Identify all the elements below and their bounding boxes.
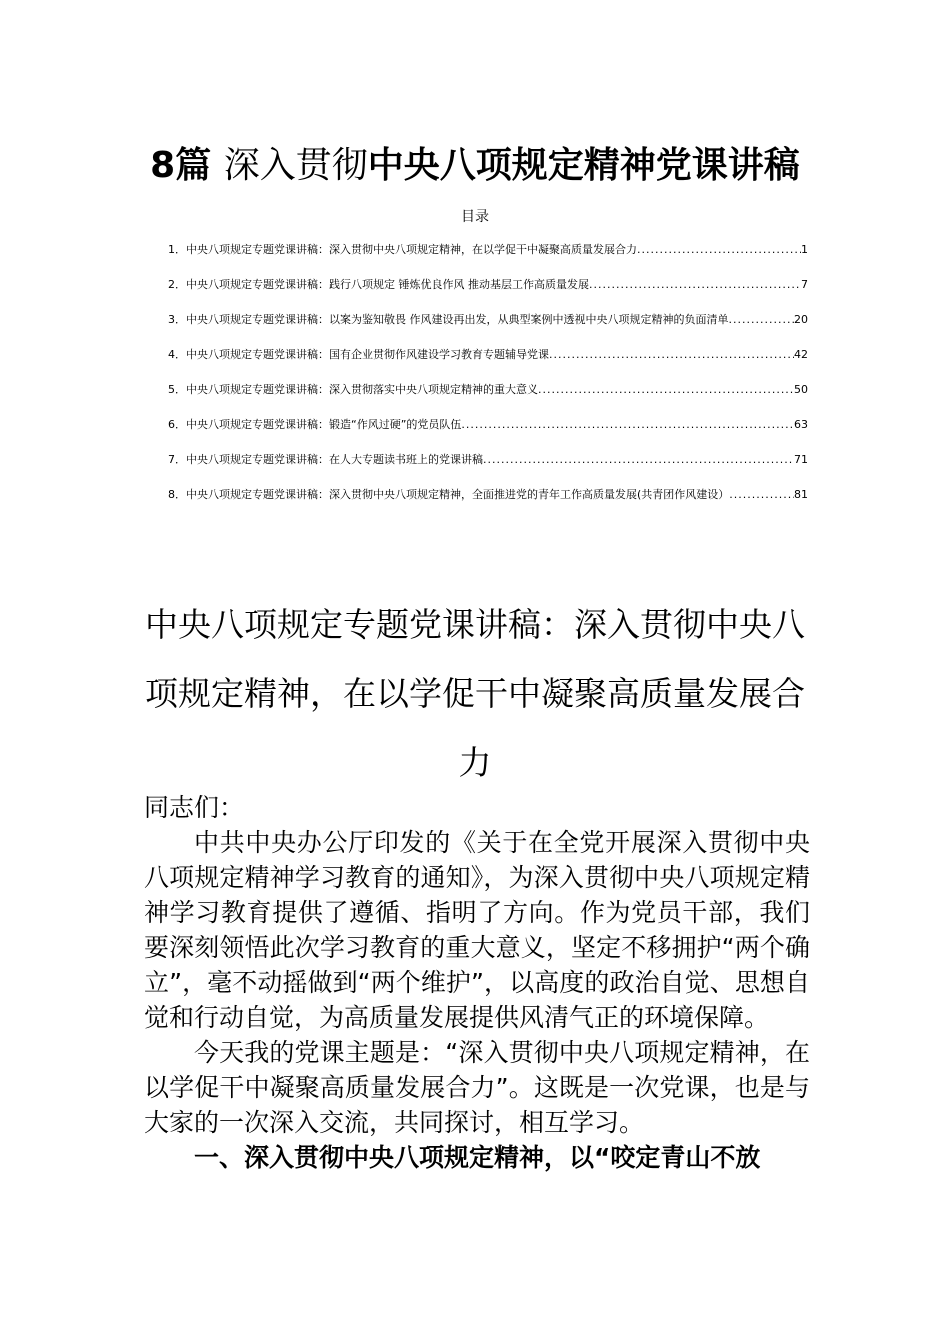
toc-page-number: 81 <box>794 488 808 501</box>
toc-entry-text: 6．中央八项规定专题党课讲稿：锻造“作风过硬”的党员队伍 <box>168 418 462 431</box>
title-prefix: 深入贯彻 <box>223 145 368 186</box>
toc-entry-text: 5．中央八项规定专题党课讲稿：深入贯彻落实中央八项规定精神的重大意义 <box>168 383 538 396</box>
section-heading: 中央八项规定专题党课讲稿：深入贯彻中央八项规定精神，在以学促干中凝聚高质量发展合力 <box>145 605 805 782</box>
toc-entry-6[interactable] <box>168 415 808 450</box>
toc-entry-text: 7．中央八项规定专题党课讲稿：在人大专题读书班上的党课讲稿 <box>168 453 483 466</box>
toc-entry-text: 3．中央八项规定专题党课讲稿：以案为鉴知敬畏 作风建设再出发，从典型案例中透视中央八项规定精神的负面清单 <box>168 313 729 326</box>
toc-page-number: 7 <box>801 278 808 291</box>
toc-entry-5[interactable] <box>168 380 808 415</box>
toc-leader-dots <box>729 310 795 330</box>
toc-page-number: 42 <box>794 348 808 361</box>
table-of-contents <box>168 240 808 520</box>
toc-leader-dots <box>483 450 794 470</box>
toc-entry-text: 8．中央八项规定专题党课讲稿：深入贯彻中央八项规定精神，全面推进党的青年工作高质量发展(共青团作风建设） <box>168 488 730 501</box>
document-title <box>0 140 950 192</box>
toc-entry-text: 1．中央八项规定专题党课讲稿：深入贯彻中央八项规定精神，在以学促干中凝聚高质量发展合力 <box>168 243 637 256</box>
toc-entry-8[interactable] <box>168 485 808 520</box>
salutation: 同志们： <box>144 793 245 822</box>
toc-page-number: 1 <box>801 243 808 256</box>
toc-entry-text: 4．中央八项规定专题党课讲稿：国有企业贯彻作风建设学习教育专题辅导党课 <box>168 348 549 361</box>
toc-leader-dots <box>589 275 801 295</box>
toc-page-number: 50 <box>794 383 808 396</box>
body-text <box>144 790 810 1175</box>
toc-page-number: 20 <box>794 313 808 326</box>
toc-page-number: 63 <box>794 418 808 431</box>
toc-leader-dots <box>637 240 801 260</box>
subheading-1: 一、深入贯彻中央八项规定精神，以“咬定青山不放 <box>194 1143 761 1172</box>
toc-leader-dots <box>549 345 794 365</box>
toc-heading: 目录 <box>461 209 489 225</box>
toc-page-number: 71 <box>794 453 808 466</box>
paragraph-2: 今天我的党课主题是：“深入贯彻中央八项规定精神，在以学促干中凝聚高质量发展合力”。这既是一次党课，也是与大家的一次深入交流，共同探讨，相互学习。 <box>144 1038 810 1137</box>
toc-entry-4[interactable] <box>168 345 808 380</box>
toc-entry-3[interactable] <box>168 310 808 345</box>
title-count: 8篇 <box>150 145 212 186</box>
toc-entry-text: 2．中央八项规定专题党课讲稿：践行八项规定 锤炼优良作风 推动基层工作高质量发展 <box>168 278 589 291</box>
toc-entry-2[interactable] <box>168 275 808 310</box>
toc-leader-dots <box>461 415 794 435</box>
toc-entry-1[interactable] <box>168 240 808 275</box>
toc-leader-dots <box>729 485 794 505</box>
toc-entry-7[interactable] <box>168 450 808 485</box>
toc-leader-dots <box>538 380 794 400</box>
paragraph-1: 中共中央办公厅印发的《关于在全党开展深入贯彻中央八项规定精神学习教育的通知》，为深入贯彻中央八项规定精神学习教育提供了遵循、指明了方向。作为党员干部，我们要深刻领悟此次学习教育的重大意义，坚定不移拥护“两个确立”，毫不动摇做到“两个维护”，以高度的政治自觉、思想自觉和行动自觉，为高质量发展提供风清气正的环境保障。 <box>144 828 810 1032</box>
title-main: 中央八项规定精神党课讲稿 <box>367 145 800 186</box>
